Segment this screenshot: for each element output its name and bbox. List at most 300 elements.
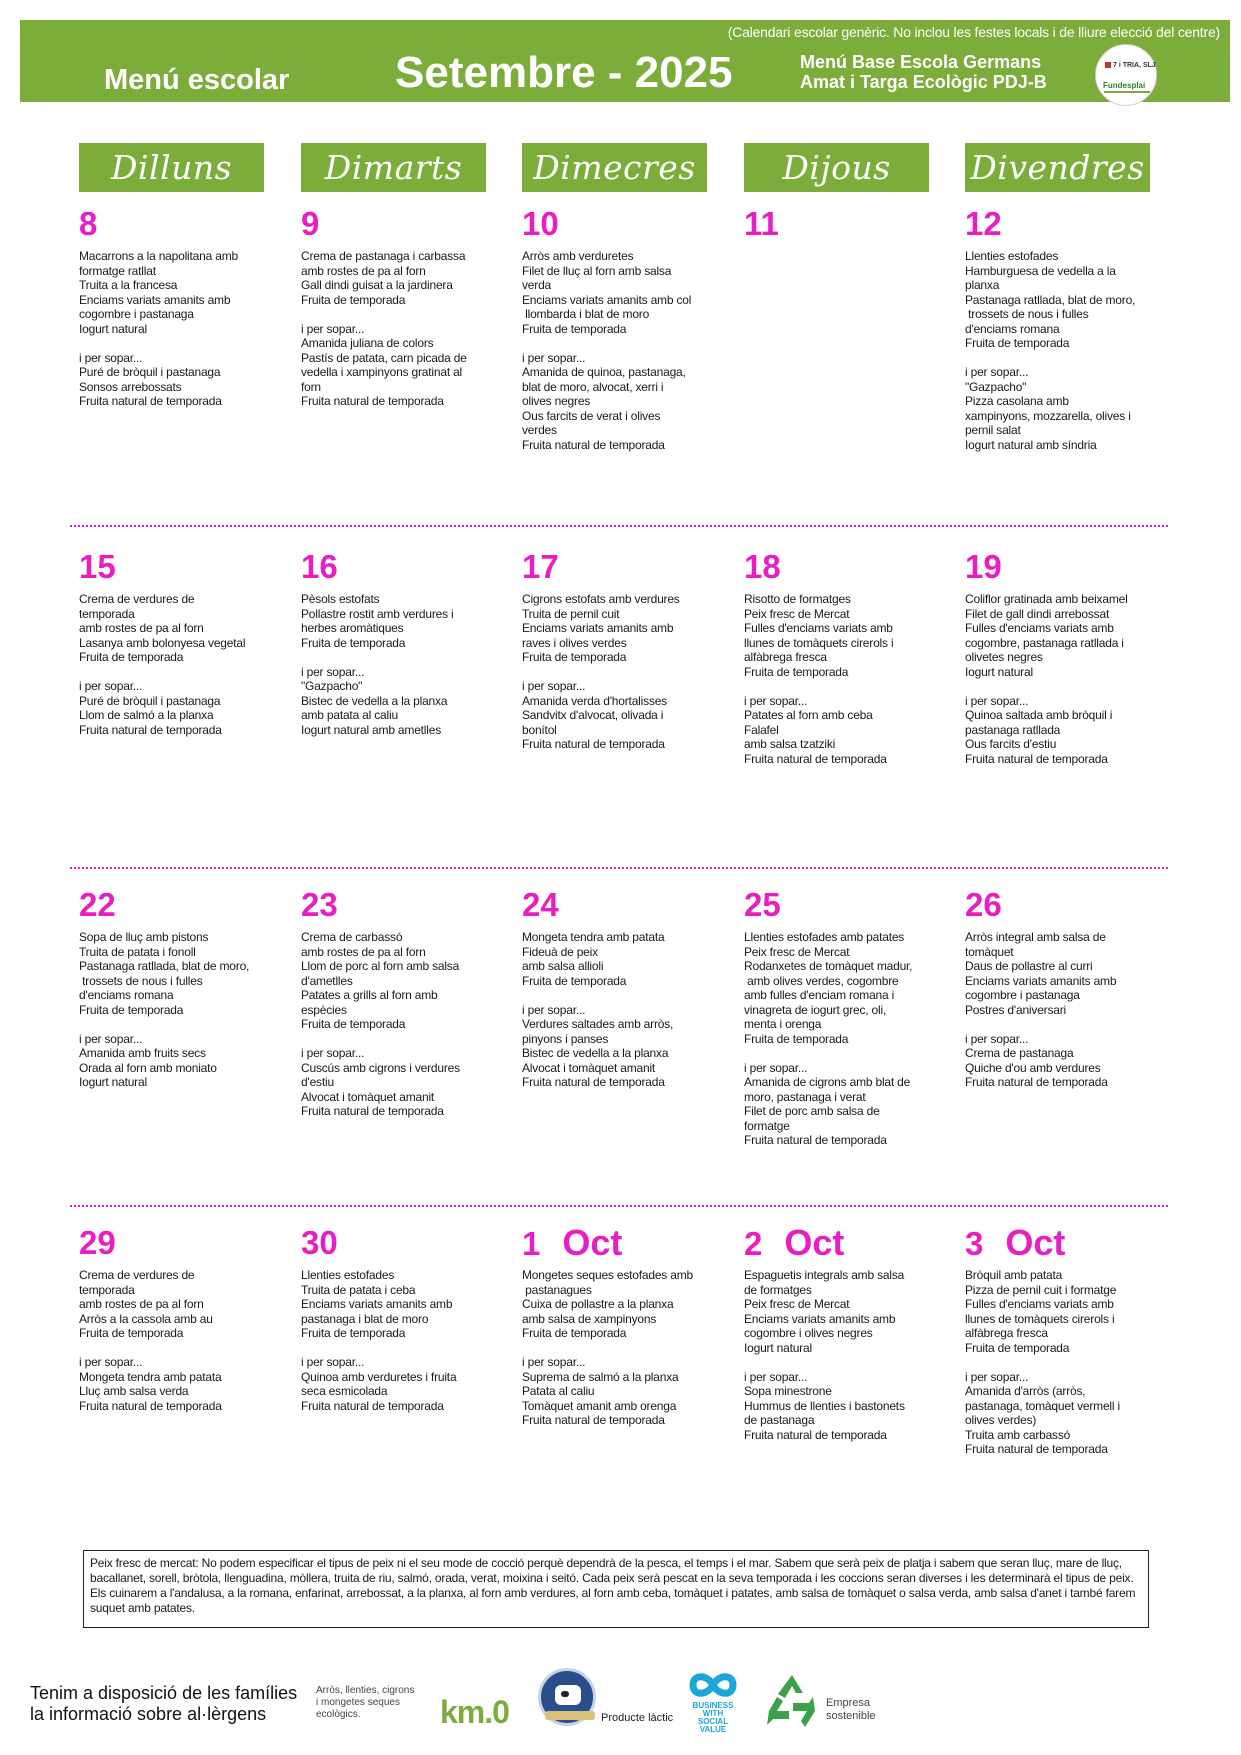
menu-item: Risotto de formatges bbox=[744, 592, 851, 606]
month-suffix: Oct bbox=[1005, 1222, 1066, 1263]
menu-item: herbes aromàtiques bbox=[301, 621, 404, 635]
menu-item: alfàbrega fresca bbox=[965, 1326, 1048, 1340]
menu-item bbox=[301, 650, 491, 665]
menu-item: Patates al forn amb ceba bbox=[744, 708, 873, 722]
menu-item bbox=[965, 1355, 1155, 1370]
day-cell bbox=[301, 207, 491, 409]
allergen-info bbox=[30, 1683, 297, 1725]
menu-item: llunes de tomàquets cirerols i bbox=[744, 635, 894, 650]
menu-item: Falafel bbox=[744, 722, 779, 737]
menu-item: Fruita de temporada bbox=[79, 650, 184, 664]
menu-item: Fruita natural de temporada bbox=[301, 394, 444, 408]
menu-item: Fruita natural de temporada bbox=[522, 437, 665, 452]
menu-item: Fruita natural de temporada bbox=[301, 1398, 444, 1413]
menu-item: amb salsa tzatziki bbox=[744, 737, 836, 751]
menu-base-title bbox=[800, 52, 1047, 92]
menu-item: Truita de patata i fonoll bbox=[79, 944, 196, 959]
menu-item: Llom de salmó a la planxa bbox=[79, 708, 214, 722]
menu-item: vedella i xampinyons gratinat al bbox=[301, 365, 463, 379]
social-line2: WITH bbox=[702, 1709, 724, 1718]
day-number-value: 9 bbox=[301, 205, 320, 242]
day-number bbox=[965, 550, 1155, 586]
menu-item: amb rostes de pa al forn bbox=[301, 263, 426, 278]
dinner-label: i per sopar... bbox=[744, 1369, 808, 1384]
menu-item: pernil salat bbox=[965, 423, 1021, 437]
menu-item: Fruita de temporada bbox=[744, 1031, 849, 1046]
menu-item: Fruita natural de temporada bbox=[744, 1427, 887, 1442]
menu-item: Fruita natural de temporada bbox=[965, 1075, 1108, 1089]
menu-item: Cuscús amb cigrons i verdures bbox=[301, 1060, 460, 1075]
menu-item: Puré de bròquil i pastanaga bbox=[79, 693, 221, 708]
dinner-label: i per sopar... bbox=[301, 321, 365, 336]
menu-item: Peix fresc de Mercat bbox=[744, 1297, 850, 1311]
menu-item: Fulles d'enciams variats amb bbox=[965, 1297, 1114, 1311]
menu-item: Fruita natural de temporada bbox=[744, 751, 887, 766]
menu-item: Amanida d'arròs (arròs, bbox=[965, 1384, 1086, 1398]
menu-item: Bistec de vedella a la planxa bbox=[301, 693, 448, 708]
day-number bbox=[965, 888, 1155, 924]
badge-underline bbox=[1104, 91, 1150, 93]
menu-item: Lasanya amb bolonyesa vegetal bbox=[79, 635, 246, 650]
menu-item: Enciams variats amanits amb bbox=[301, 1297, 453, 1311]
day-number-value: 22 bbox=[79, 886, 116, 923]
business-social-value-logo bbox=[683, 1670, 743, 1734]
dinner-label: i per sopar... bbox=[522, 679, 586, 693]
menu-item bbox=[79, 1341, 269, 1356]
menu-item: Pastanaga ratllada, blat de moro, bbox=[79, 959, 250, 973]
badge-company-label: 7 i TRIA, SLJ bbox=[1105, 62, 1156, 69]
menu-item: Fruita natural de temporada bbox=[522, 737, 665, 751]
day-number-value: 15 bbox=[79, 548, 116, 585]
menu-items bbox=[79, 1268, 269, 1413]
header-banner bbox=[20, 20, 1230, 102]
menu-items bbox=[301, 1268, 491, 1413]
menu-item: blat de moro, alvocat, xerri i bbox=[522, 379, 664, 394]
menu-item: Peix fresc de Mercat bbox=[744, 606, 850, 621]
menu-item: Arròs amb verduretes bbox=[522, 249, 634, 263]
dinner-label: i per sopar... bbox=[522, 1355, 586, 1369]
menu-item bbox=[79, 1017, 269, 1032]
menu-item: Crema de pastanaga i carbassa bbox=[301, 249, 466, 263]
weekday-header-friday: Divendres bbox=[965, 143, 1150, 192]
menu-items bbox=[522, 930, 712, 1090]
day-number bbox=[79, 1226, 269, 1262]
menu-item: Fruita natural de temporada bbox=[744, 1133, 887, 1147]
menu-item: Fruita natural de temporada bbox=[965, 751, 1108, 766]
menu-item: moro, pastanaga i verat bbox=[744, 1089, 866, 1104]
menu-item: amb olives verdes, cogombre bbox=[744, 973, 899, 988]
dinner-label: i per sopar... bbox=[965, 1031, 1029, 1046]
menu-item: Iogurt natural bbox=[965, 664, 1033, 679]
menu-item: Mongetes seques estofades amb bbox=[522, 1268, 693, 1282]
menu-item: formatge bbox=[744, 1118, 790, 1133]
menu-item: Coliflor gratinada amb beixamel bbox=[965, 592, 1128, 606]
menu-item: Hamburguesa de vedella a la bbox=[965, 263, 1116, 278]
menu-item: amb rostes de pa al forn bbox=[79, 1297, 204, 1311]
menu-item: cogombre i pastanaga bbox=[965, 988, 1080, 1002]
menu-item: Cigrons estofats amb verdures bbox=[522, 592, 680, 606]
day-number bbox=[965, 1222, 1155, 1263]
menu-item: Pizza de pernil cuit i formatge bbox=[965, 1282, 1117, 1297]
menu-item: Arròs a la cassola amb au bbox=[79, 1311, 213, 1326]
menu-item: Lluç amb salsa verda bbox=[79, 1384, 189, 1398]
menu-item: cogombre i olives negres bbox=[744, 1326, 873, 1340]
menu-item: temporada bbox=[79, 1282, 135, 1297]
dinner-label: i per sopar... bbox=[744, 693, 808, 708]
menu-items bbox=[744, 930, 934, 1148]
dinner-label: i per sopar... bbox=[965, 1369, 1029, 1384]
menu-item bbox=[79, 665, 269, 680]
menu-item: Mongeta tendra amb patata bbox=[522, 930, 665, 944]
menu-item: d'enciams romana bbox=[79, 988, 174, 1002]
menu-item bbox=[79, 336, 269, 351]
menu-item: Sonsos arrebossats bbox=[79, 379, 182, 394]
menu-item: amb rostes de pa al forn bbox=[79, 621, 204, 635]
calendar-note: (Calendari escolar genèric. No inclou les festes locals i de lliure elecció del centre) bbox=[727, 24, 1220, 40]
menu-items bbox=[522, 249, 712, 452]
menu-item: Fruita de temporada bbox=[79, 1002, 184, 1017]
menu-item: Fruita de temporada bbox=[301, 635, 406, 650]
menu-item: Cuixa de pollastre a la planxa bbox=[522, 1297, 674, 1311]
day-number-value: 25 bbox=[744, 886, 781, 923]
day-number-value: 23 bbox=[301, 886, 338, 923]
menu-item bbox=[744, 1355, 934, 1370]
menu-item: Amanida amb fruits secs bbox=[79, 1046, 206, 1060]
menu-item: d'estiu bbox=[301, 1075, 334, 1089]
day-cell bbox=[79, 888, 269, 1090]
menu-item: Crema de verdures de bbox=[79, 592, 195, 606]
menu-item: Fruita natural de temporada bbox=[79, 1398, 222, 1413]
menu-item: Llenties estofades bbox=[965, 249, 1059, 263]
menu-item: pastanaga i blat de moro bbox=[301, 1311, 429, 1326]
menu-item: alfàbrega fresca bbox=[744, 650, 827, 664]
menu-item: pastanagues bbox=[522, 1282, 592, 1297]
day-number bbox=[301, 207, 491, 243]
eco-line3: ecològics. bbox=[316, 1709, 361, 1720]
menu-item: Verdures saltades amb arròs, bbox=[522, 1017, 674, 1031]
menu-items bbox=[79, 930, 269, 1090]
menu-item: Filet de gall dindi arrebossat bbox=[965, 606, 1110, 621]
menu-item: Crema de carbassó bbox=[301, 930, 403, 944]
menu-item: temporada bbox=[79, 606, 135, 621]
menu-item: Fruita de temporada bbox=[965, 336, 1070, 350]
day-number bbox=[301, 888, 491, 924]
menu-item: Truita a la francesa bbox=[79, 278, 178, 292]
menu-item: Enciams variats amanits amb col bbox=[522, 292, 692, 307]
day-cell bbox=[965, 207, 1155, 452]
menu-item: Crema de pastanaga bbox=[965, 1046, 1074, 1060]
eco-line1: Arròs, llenties, cigrons bbox=[316, 1685, 415, 1696]
menu-item: planxa bbox=[965, 278, 1000, 292]
menu-item: Sopa minestrone bbox=[744, 1384, 832, 1398]
menu-items bbox=[301, 930, 491, 1119]
menu-item: espècies bbox=[301, 1002, 347, 1017]
dinner-label: i per sopar... bbox=[522, 1002, 586, 1017]
menu-base-title-line1: Menú Base Escola Germans bbox=[800, 52, 1042, 72]
menu-item: Amanida verda d'hortalisses bbox=[522, 693, 667, 708]
day-cell bbox=[79, 207, 269, 409]
day-number-value: 29 bbox=[79, 1224, 116, 1261]
menu-item: amb fulles d'enciam romana i bbox=[744, 988, 895, 1002]
day-cell bbox=[965, 550, 1155, 766]
day-cell bbox=[301, 888, 491, 1119]
menu-item: Sandvitx d'alvocat, olivada i bbox=[522, 708, 664, 722]
menu-item: Patates a grills al forn amb bbox=[301, 988, 438, 1002]
social-line3: SOCIAL bbox=[697, 1717, 729, 1726]
menu-item: Pollastre rostit amb verdures i bbox=[301, 606, 454, 621]
day-number bbox=[522, 550, 712, 586]
menu-items bbox=[522, 1268, 712, 1428]
dinner-label: i per sopar... bbox=[965, 693, 1029, 708]
menu-item: Truita de patata i ceba bbox=[301, 1282, 416, 1297]
menu-item: vinagreta de iogurt grec, oli, bbox=[744, 1002, 887, 1017]
menu-item: Daus de pollastre al curri bbox=[965, 959, 1093, 973]
day-cell bbox=[522, 1222, 712, 1428]
infinity-icon bbox=[689, 1670, 737, 1700]
menu-item: Fulles d'enciams variats amb bbox=[965, 621, 1114, 635]
day-number bbox=[301, 550, 491, 586]
menu-item: Gall dindi guisat a la jardinera bbox=[301, 278, 453, 292]
menu-item: Tomàquet amanit amb orenga bbox=[522, 1398, 677, 1413]
day-number bbox=[744, 550, 934, 586]
menu-item: Fruita de temporada bbox=[744, 664, 849, 679]
menu-item: pastanaga ratllada bbox=[965, 722, 1061, 737]
menu-item bbox=[522, 1341, 712, 1356]
menu-items bbox=[965, 930, 1155, 1090]
weekday-header-wednesday: Dimecres bbox=[522, 143, 707, 192]
menu-item: Fruita natural de temporada bbox=[79, 722, 222, 737]
menu-item: Quinoa amb verduretes i fruita bbox=[301, 1369, 457, 1384]
menu-item: Fruita de temporada bbox=[965, 1340, 1070, 1355]
menu-item: d'ametlles bbox=[301, 973, 353, 988]
menu-items bbox=[301, 592, 491, 737]
menu-item: Amanida de cigrons amb blat de bbox=[744, 1075, 911, 1089]
menu-item: Fruita natural de temporada bbox=[522, 1075, 665, 1089]
menu-item: Fruita de temporada bbox=[301, 292, 406, 307]
menu-item: Enciams variats amanits amb bbox=[744, 1311, 896, 1326]
menu-items bbox=[744, 592, 934, 766]
menu-item bbox=[965, 1017, 1155, 1032]
menu-items bbox=[79, 249, 269, 409]
menu-item: Bròquil amb patata bbox=[965, 1268, 1063, 1282]
menu-item: Iogurt natural bbox=[79, 321, 147, 336]
menu-item: Fruita de temporada bbox=[301, 1326, 406, 1340]
social-line1: BUSINESS bbox=[692, 1701, 734, 1710]
menu-item: Orada al forn amb moniato bbox=[79, 1060, 217, 1075]
cow-icon bbox=[555, 1685, 581, 1705]
weekday-header-thursday: Dijous bbox=[744, 143, 929, 192]
menu-item: Fruita de temporada bbox=[522, 973, 627, 988]
menu-item bbox=[744, 1046, 934, 1061]
day-number-value: 10 bbox=[522, 205, 559, 242]
menu-item: verda bbox=[522, 278, 552, 292]
menu-label: Menú escolar bbox=[104, 64, 290, 96]
menu-item: "Gazpacho" bbox=[301, 679, 363, 693]
menu-item bbox=[744, 679, 934, 694]
menu-items bbox=[522, 592, 712, 752]
menu-item: Sopa de lluç amb pistons bbox=[79, 930, 209, 944]
menu-item: Iogurt natural amb ametlles bbox=[301, 722, 442, 737]
month-suffix: Oct bbox=[562, 1222, 623, 1263]
menu-item bbox=[301, 1032, 491, 1047]
menu-item: Rodanxetes de tomàquet madur, bbox=[744, 959, 913, 973]
weekday-header-tuesday: Dimarts bbox=[301, 143, 486, 192]
day-number-value: 19 bbox=[965, 548, 1002, 585]
menu-item bbox=[301, 1341, 491, 1356]
menu-item: Arròs integral amb salsa de bbox=[965, 930, 1106, 944]
day-cell bbox=[79, 1226, 269, 1413]
menu-item: Fruita natural de temporada bbox=[522, 1413, 665, 1427]
eco-line2: i mongetes seques bbox=[316, 1697, 400, 1708]
dinner-label: i per sopar... bbox=[79, 1031, 143, 1046]
menu-item: trossets de nous i fulles bbox=[965, 307, 1089, 321]
month-suffix: Oct bbox=[784, 1222, 845, 1263]
menu-items bbox=[965, 249, 1155, 452]
menu-item: cogombre i pastanaga bbox=[79, 307, 194, 321]
menu-item: Quiche d'ou amb verdures bbox=[965, 1060, 1101, 1075]
day-number-value: 26 bbox=[965, 886, 1002, 923]
menu-item: Alvocat i tomàquet amanit bbox=[301, 1089, 435, 1104]
menu-item: tomàquet bbox=[965, 944, 1014, 959]
social-value-text bbox=[683, 1702, 743, 1734]
menu-item: Fruita de temporada bbox=[301, 1017, 406, 1031]
menu-item: Iogurt natural amb síndria bbox=[965, 437, 1097, 452]
menu-item: Amanida juliana de colors bbox=[301, 336, 434, 350]
menu-item: Llenties estofades bbox=[301, 1268, 395, 1282]
menu-item: Fruita natural de temporada bbox=[79, 394, 222, 408]
menu-item: Ous farcits d'estiu bbox=[965, 737, 1057, 751]
menu-item: verdes bbox=[522, 423, 557, 437]
menu-item: amb salsa de xampinyons bbox=[522, 1311, 657, 1326]
menu-item: Enciams variats amanits amb bbox=[79, 292, 231, 307]
menu-item: d'enciams romana bbox=[965, 321, 1060, 336]
day-number-value: 12 bbox=[965, 205, 1002, 242]
dinner-label: i per sopar... bbox=[79, 1355, 143, 1369]
km0-logo: km.0 bbox=[440, 1694, 509, 1730]
weekday-header-monday: Dilluns bbox=[79, 143, 264, 192]
menu-item: Fulles d'enciams variats amb bbox=[744, 621, 893, 635]
menu-item: Iogurt natural bbox=[744, 1340, 812, 1355]
menu-item: amb rostes de pa al forn bbox=[301, 944, 426, 959]
day-number-value: 2 bbox=[744, 1225, 763, 1262]
week-divider bbox=[70, 867, 1168, 869]
day-cell bbox=[744, 550, 934, 766]
menu-item: Fruita de temporada bbox=[522, 650, 627, 664]
fresh-fish-note: Peix fresc de mercat: No podem especificar el tipus de peix ni el seu mode de cocció perquè dependrà de la pesca, el temps i el mar. Sabem que serà peix de platja i sabem que seran lluç, mare de lluç, bacallanet, sorell, bròtola, llenguadina, mòllera, truita de riu, salmó, orada, verat, moixina i seitó. Cada peix serà pescat en la seva temporada i les coccions seran diverses i les determinarà el tipus de peix. Els cuinarem a l'andalusa, a la romana, enfarinat, arrebossat, a la planxa, al forn amb verdures, al forn amb ceba, tomàquet i patates, amb salsa de tomàquet o salsa verda, amb salsa d'anet i també farem suquet amb patates. bbox=[83, 1550, 1149, 1628]
menu-item: de formatges bbox=[744, 1282, 812, 1297]
dinner-label: i per sopar... bbox=[522, 350, 586, 365]
menu-item: olivetes negres bbox=[965, 650, 1043, 664]
menu-item: Espaguetis integrals amb salsa bbox=[744, 1268, 905, 1282]
week-divider bbox=[70, 1205, 1168, 1207]
menu-item: formatge ratllat bbox=[79, 263, 156, 278]
menu-items bbox=[965, 1268, 1155, 1457]
day-number bbox=[522, 207, 712, 243]
menu-item bbox=[522, 988, 712, 1003]
menu-item: Postres d'aniversari bbox=[965, 1002, 1067, 1017]
day-number bbox=[965, 207, 1155, 243]
dairy-product-label: Producte làctic bbox=[601, 1712, 674, 1724]
day-cell bbox=[744, 1222, 934, 1442]
menu-items bbox=[965, 592, 1155, 766]
day-number bbox=[744, 1222, 934, 1263]
dinner-label: i per sopar... bbox=[301, 664, 365, 679]
menu-item: olives verdes) bbox=[965, 1413, 1037, 1427]
menu-item bbox=[301, 307, 491, 322]
menu-item: Fruita de temporada bbox=[522, 321, 627, 336]
dinner-label: i per sopar... bbox=[79, 350, 143, 365]
menu-item: pinyons i panses bbox=[522, 1031, 609, 1046]
day-cell bbox=[965, 888, 1155, 1090]
menu-item: de pastanaga bbox=[744, 1413, 815, 1427]
menu-item: olives negres bbox=[522, 394, 591, 408]
menu-item: Mongeta tendra amb patata bbox=[79, 1369, 222, 1384]
menu-item: Peix fresc de Mercat bbox=[744, 944, 850, 959]
menu-item: Fruita natural de temporada bbox=[965, 1442, 1108, 1456]
day-cell bbox=[522, 550, 712, 752]
menu-item: trossets de nous i fulles bbox=[79, 973, 203, 988]
menu-item: Bistec de vedella a la planxa bbox=[522, 1046, 669, 1060]
farm-ribbon bbox=[545, 1711, 595, 1720]
menu-item: Enciams variats amanits amb bbox=[522, 621, 674, 635]
menu-item: bonítol bbox=[522, 722, 557, 737]
menu-item: amb salsa allioli bbox=[522, 959, 604, 973]
menu-item: Suprema de salmó a la planxa bbox=[522, 1369, 679, 1384]
day-number bbox=[522, 1222, 712, 1263]
day-number-value: 1 bbox=[522, 1225, 541, 1262]
menu-item: Filet de lluç al forn amb salsa bbox=[522, 263, 672, 278]
day-number-value: 17 bbox=[522, 548, 559, 585]
social-line4: VALUE bbox=[699, 1725, 727, 1734]
dinner-label: i per sopar... bbox=[744, 1060, 808, 1075]
dinner-label: i per sopar... bbox=[79, 679, 143, 693]
menu-item: cogombre, pastanaga ratllada i bbox=[965, 635, 1124, 650]
day-cell bbox=[965, 1222, 1155, 1457]
menu-item: Llenties estofades amb patates bbox=[744, 930, 905, 944]
day-number-value: 30 bbox=[301, 1224, 338, 1261]
menu-item: Puré de bròquil i pastanaga bbox=[79, 365, 221, 379]
day-number-value: 16 bbox=[301, 548, 338, 585]
day-number bbox=[301, 1226, 491, 1262]
dairy-farm-logo bbox=[538, 1668, 596, 1726]
page-title: Setembre - 2025 bbox=[395, 48, 733, 97]
menu-item bbox=[965, 351, 1155, 366]
day-number bbox=[744, 207, 934, 243]
allergen-line2: la informació sobre al·lèrgens bbox=[30, 1704, 267, 1724]
dinner-label: i per sopar... bbox=[301, 1046, 365, 1060]
menu-base-title-line2: Amat i Targa Ecològic PDJ-B bbox=[800, 72, 1047, 92]
menu-item: raves i olives verdes bbox=[522, 635, 627, 650]
day-cell bbox=[301, 1226, 491, 1413]
menu-item: Fideuà de peix bbox=[522, 944, 598, 959]
dinner-label: i per sopar... bbox=[965, 365, 1029, 379]
badge-fundesplai-label: Fundesplai bbox=[1103, 81, 1146, 90]
sustainable-company-label bbox=[826, 1697, 876, 1723]
menu-item: Alvocat i tomàquet amanit bbox=[522, 1060, 656, 1075]
day-cell bbox=[79, 550, 269, 737]
day-cell bbox=[744, 888, 934, 1148]
company-line1: Empresa bbox=[826, 1697, 871, 1709]
menu-item: Fruita de temporada bbox=[79, 1326, 184, 1340]
day-number-value: 8 bbox=[79, 205, 98, 242]
menu-item: Truita de pernil cuit bbox=[522, 606, 620, 621]
menu-item: seca esmicolada bbox=[301, 1384, 388, 1398]
day-number-value: 18 bbox=[744, 548, 781, 585]
menu-item: menta i orenga bbox=[744, 1017, 822, 1031]
day-number-value: 11 bbox=[744, 205, 779, 242]
menu-items bbox=[744, 1268, 934, 1442]
day-number bbox=[522, 888, 712, 924]
